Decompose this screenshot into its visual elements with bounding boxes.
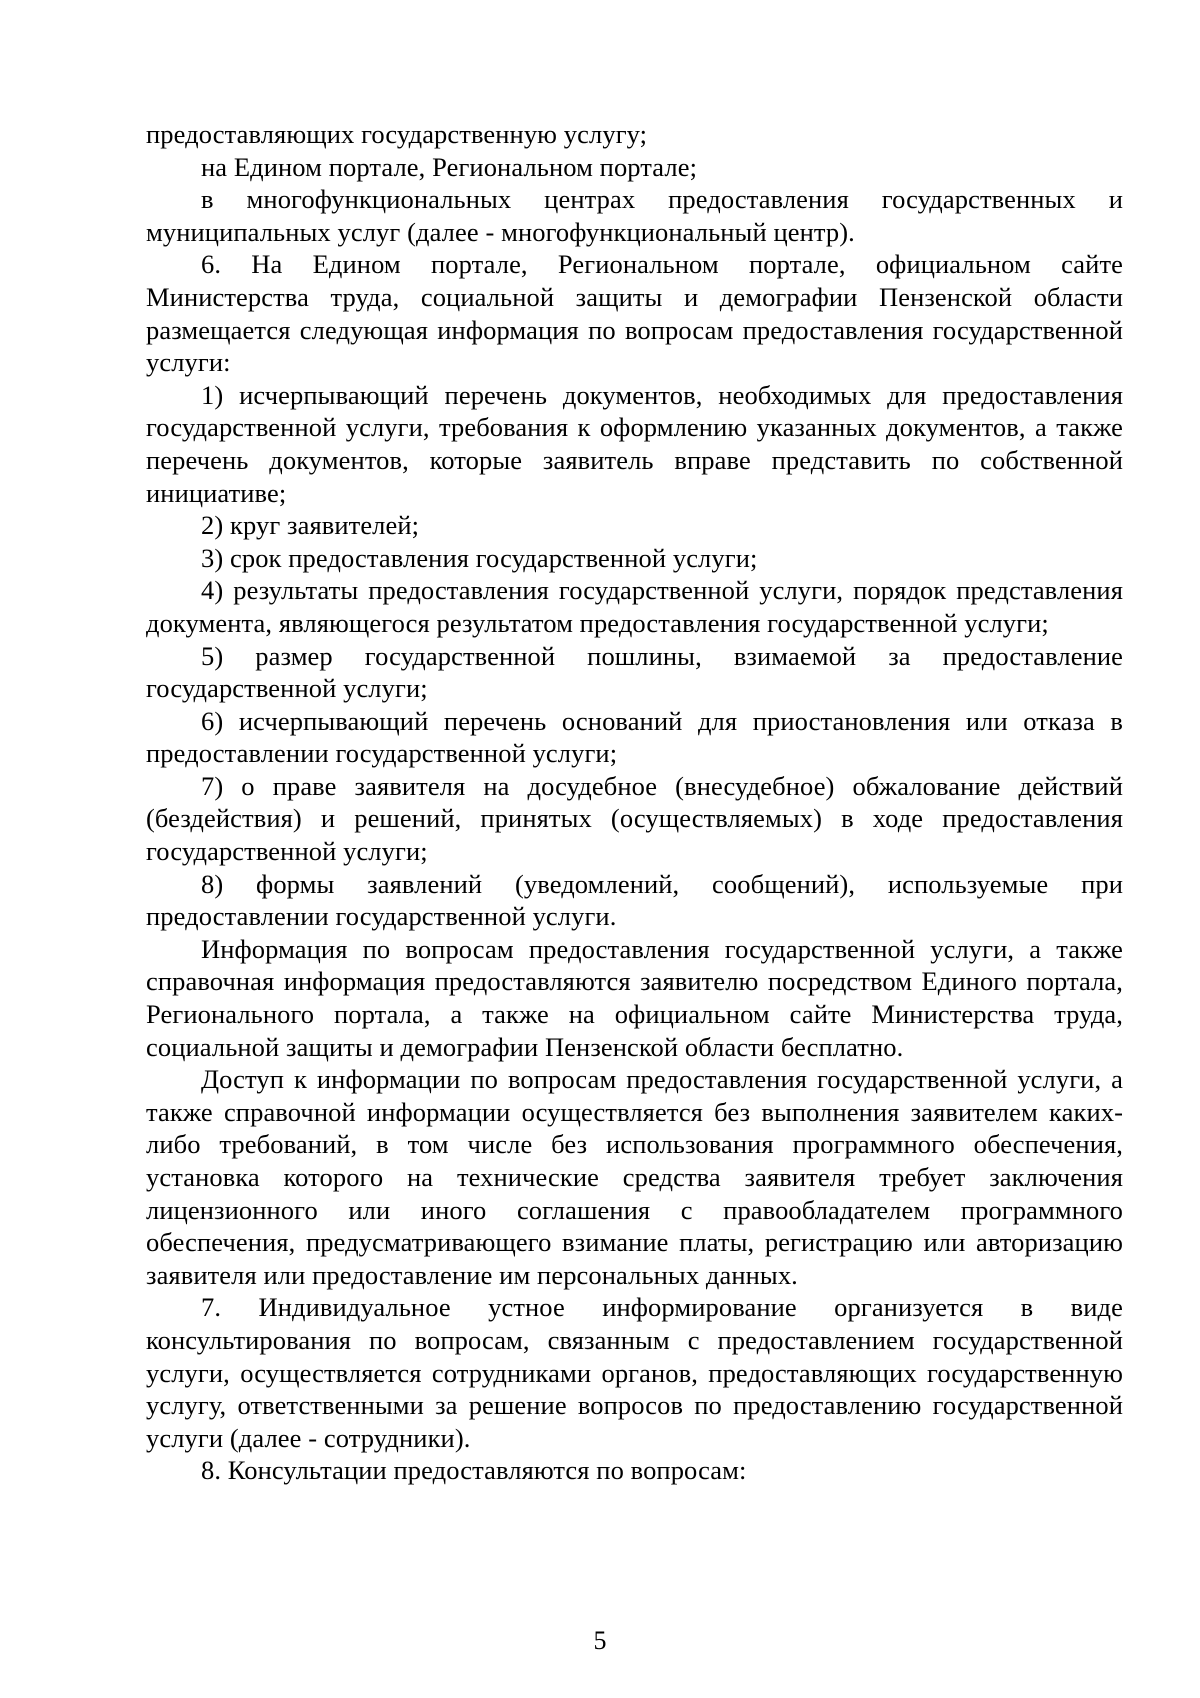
list-item-3: 3) срок предоставления государственной услуги;: [201, 542, 758, 573]
page-number: 5: [593, 1626, 607, 1655]
paragraph-item-8: 8. Консультации предоставляются по вопросам:: [201, 1455, 747, 1486]
list-item-2: 2) круг заявителей;: [201, 510, 420, 541]
list-item-4: 4) результаты предоставления государственной услуги, порядок представления документа, являющегося результатом предоставления государственной услуги;: [146, 575, 1123, 638]
list-item-1: 1) исчерпывающий перечень документов, необходимых для предоставления государственной услуги, требования к оформлению указанных документов, а также перечень документов, которые заявитель вправе представить по собственной инициативе;: [146, 379, 1123, 508]
list-item-5: 5) размер государственной пошлины, взимаемой за предоставление государственной услуги;: [146, 640, 1123, 704]
list-item-6: 6) исчерпывающий перечень оснований для приостановления или отказа в предоставлении государственной услуги;: [146, 705, 1123, 769]
document-body: [146, 118, 1123, 1487]
paragraph-unified-portal: на Едином портале, Региональном портале;: [201, 151, 698, 182]
paragraph-information: Информация по вопросам предоставления государственной услуги, а также справочная информация предоставляются заявителю посредством Единого портала, Регионального портала, а также на официальном сайте Министерства труда, социальной защиты и демографии Пензенской области бесплатно.: [146, 933, 1123, 1062]
paragraph-continuation: предоставляющих государственную услугу;: [146, 119, 648, 149]
paragraph-access: Доступ к информации по вопросам предоставления государственной услуги, а также справочной информации осуществляется без выполнения заявителем каких-либо требований, в том числе без использования программного обеспечения, установка которого на технические средства заявителя требует заключения лицензионного или иного соглашения с правообладателем программного обеспечения, предусматривающего взимание платы, регистрацию или авторизацию заявителя или предоставление им персональных данных.: [146, 1064, 1123, 1290]
paragraph-item-6: 6. На Едином портале, Региональном портале, официальном сайте Министерства труда, социальной защиты и демографии Пензенской области размещается следующая информация по вопросам предоставления государственной услуги:: [146, 249, 1123, 378]
paragraph-mfc: в многофункциональных центрах предоставления государственных и муниципальных услуг (далее - многофункциональный центр).: [146, 184, 1123, 247]
paragraph-item-7: 7. Индивидуальное устное информирование организуется в виде консультирования по вопросам, связанным с предоставлением государственной услуги, осуществляется сотрудниками органов, предоставляющих государственную услугу, ответственными за решение вопросов по предоставлению государственной услуги (далее - сотрудники).: [146, 1292, 1123, 1453]
list-item-7: 7) о праве заявителя на досудебное (внесудебное) обжалование действий (бездействия) и решений, принятых (осуществляемых) в ходе предоставления государственной услуги;: [146, 770, 1123, 867]
list-item-8: 8) формы заявлений (уведомлений, сообщений), используемые при предоставлении государственной услуги.: [146, 868, 1123, 932]
